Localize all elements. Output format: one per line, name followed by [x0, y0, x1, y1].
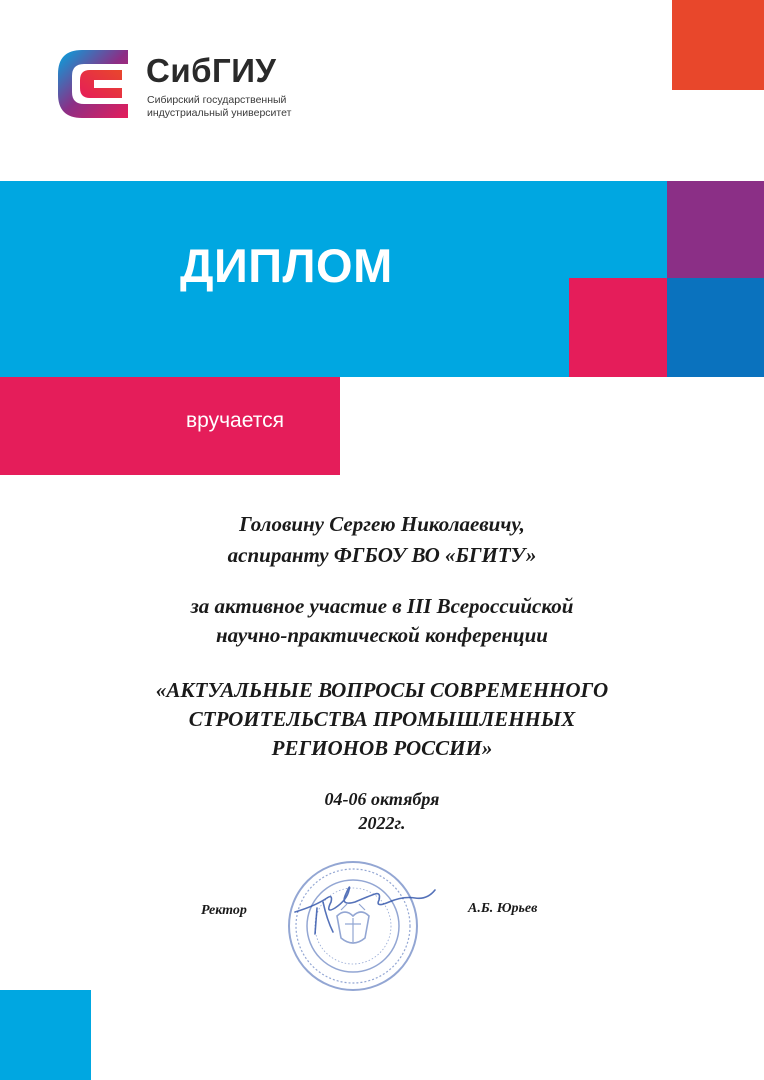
recipient-name: Головину Сергею Николаевичу,	[239, 512, 525, 536]
conference-title-line3: РЕГИОНОВ РОССИИ»	[271, 736, 493, 760]
crimson-square-block	[569, 278, 667, 377]
dates-block	[0, 787, 764, 835]
official-seal-icon	[275, 850, 445, 1000]
conference-title-line2: СТРОИТЕЛЬСТВА ПРОМЫШЛЕННЫХ	[188, 707, 576, 731]
reason-line1: за активное участие в III Всероссийской	[190, 594, 574, 618]
conference-title-block	[0, 676, 764, 763]
conference-title-line1: «АКТУАЛЬНЫЕ ВОПРОСЫ СОВРЕМЕННОГО	[155, 678, 609, 702]
recipient-block	[0, 509, 764, 571]
purple-block	[667, 181, 764, 278]
logo-subtitle-line2: индустриальный университет	[147, 107, 292, 119]
bottom-cyan-block	[0, 990, 91, 1080]
sibgiu-logo-icon	[52, 44, 132, 124]
signatory-position: Ректор	[201, 903, 247, 918]
corner-orange-block	[672, 0, 764, 90]
awarded-to-label: вручается	[186, 409, 284, 432]
university-logo	[52, 44, 302, 124]
logo-name: СибГИУ	[146, 52, 277, 89]
recipient-affiliation: аспиранту ФГБОУ ВО «БГИТУ»	[227, 543, 537, 567]
document-title: ДИПЛОМ	[180, 239, 393, 292]
signatory-name: А.Б. Юрьев	[468, 901, 538, 916]
dates-year: 2022г.	[358, 813, 406, 833]
crimson-band	[0, 377, 340, 475]
blue-square-block	[667, 278, 764, 377]
reason-block	[0, 592, 764, 650]
logo-subtitle	[147, 94, 367, 120]
dates-days: 04-06 октября	[324, 789, 440, 809]
reason-line2: научно-практической конференции	[216, 623, 548, 647]
logo-subtitle-line1: Сибирский государственный	[147, 94, 287, 106]
